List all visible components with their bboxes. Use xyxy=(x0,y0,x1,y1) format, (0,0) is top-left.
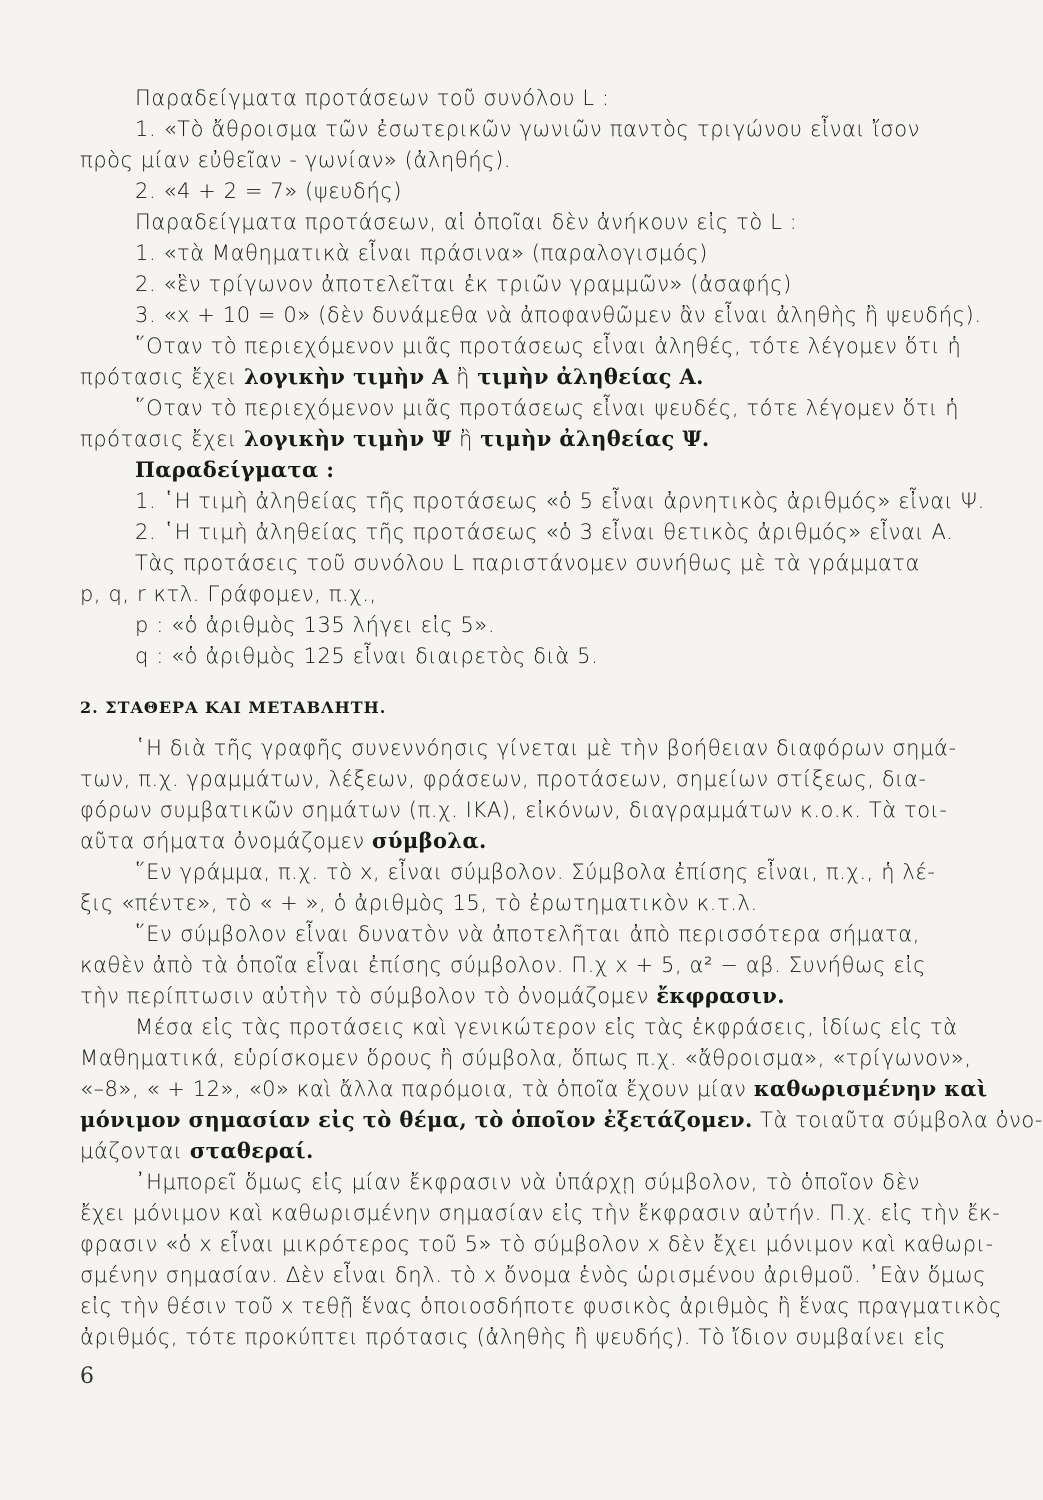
text-line xyxy=(80,425,920,453)
text-line: q : «ὁ ἀριθμὸς 125 εἶναι διαιρετὸς διὰ 5. xyxy=(135,644,599,668)
text-line: ῞Οταν τὸ περιεχόμενον μιᾶς προτάσεως εἶναι ψευδές, τότε λέγομεν ὅτι ἡ xyxy=(135,396,960,420)
text-line: Παραδείγματα προτάσεων, αἱ ὁποῖαι δὲν ἀνήκουν εἰς τὸ L : xyxy=(135,210,798,234)
text-line: ἀριθμός, τότε προκύπτει πρότασις (ἀληθὴς ἢ ψευδής). Τὸ ἴδιον συμβαίνει εἰς xyxy=(80,1325,947,1349)
text-line: Μαθηματικά, εὑρίσκομεν ὅρους ἢ σύμβολα, ὅπως π.χ. «ἄθροισμα», «τρίγωνον», xyxy=(80,1046,972,1070)
text-line: ῞Οταν τὸ περιεχόμενον μιᾶς προτάσεως εἶναι ἀληθές, τότε λέγομεν ὅτι ἡ xyxy=(135,334,962,358)
text-line: καθὲν ἀπὸ τὰ ὁποῖα εἶναι ἐπίσης σύμβολον. Π.χ x + 5, α² − αβ. Συνήθως εἰς xyxy=(80,953,926,977)
text-span: «–8», « + 12», «0» καὶ ἄλλα παρόμοια, τὰ ὁποῖα ἔχουν μίαν xyxy=(80,1077,754,1101)
text-line xyxy=(135,456,920,484)
text-span: πρότασις ἔχει xyxy=(80,365,245,389)
text-line: p : «ὁ ἀριθμὸς 135 λήγει εἰς 5». xyxy=(135,613,496,637)
text-span: μάζονται xyxy=(80,1139,190,1163)
text-line xyxy=(80,982,920,1010)
bold-term: σταθεραί. xyxy=(189,1138,314,1163)
text-line: 3. «x + 10 = 0» (δὲν δυνάμεθα νὰ ἀποφανθῶμεν ἂν εἶναι ἀληθὴς ἢ ψευδής). xyxy=(135,303,982,327)
text-line: ῾Η διὰ τῆς γραφῆς συνεννόησις γίνεται μὲ τὴν βοήθειαν διαφόρων σημά- xyxy=(135,736,957,760)
text-line: 2. ῾Η τιμὴ ἀληθείας τῆς προτάσεως «ὁ 3 εἶναι θετικὸς ἀριθμός» εἶναι Α. xyxy=(135,520,954,544)
text-span: αῦτα σήματα ὀνομάζομεν xyxy=(80,829,372,853)
text-line: 2. «4 + 2 = 7» (ψευδής) xyxy=(135,179,403,203)
page-number: 6 xyxy=(80,1364,94,1389)
text-line: φρασιν «ὁ x εἶναι μικρότερος τοῦ 5» τὸ σύμβολον x δὲν ἔχει μόνιμον καὶ καθωρι- xyxy=(80,1232,994,1256)
text-line xyxy=(80,1106,1043,1134)
text-span: Τὰ τοιαῦτα σύμβολα ὀνο- xyxy=(752,1108,1043,1132)
text-line: ῞Εν σύμβολον εἶναι δυνατὸν νὰ ἀποτελῆται ἀπὸ περισσότερα σήματα, xyxy=(135,922,920,946)
text-line xyxy=(80,827,920,855)
bold-term: σύμβολα. xyxy=(371,828,487,853)
bold-term: Παραδείγματα : xyxy=(135,457,335,482)
text-line: 1. «Τὸ ἄθροισμα τῶν ἐσωτερικῶν γωνιῶν παντὸς τριγώνου εἶναι ἴσον xyxy=(135,117,920,141)
text-line: ξις «πέντε», τὸ « + », ὁ ἀριθμὸς 15, τὸ ἐρωτηματικὸν κ.τ.λ. xyxy=(80,891,758,915)
text-line: φόρων συμβατικῶν σημάτων (π.χ. ΙΚΑ), εἰκόνων, διαγραμμάτων κ.ο.κ. Τὰ τοι- xyxy=(80,798,948,822)
text-line xyxy=(80,1137,920,1165)
text-line: των, π.χ. γραμμάτων, λέξεων, φράσεων, προτάσεων, σημείων στίξεως, δια- xyxy=(80,767,927,791)
text-line: πρὸς μίαν εὐθεῖαν - γωνίαν» (ἀληθής). xyxy=(80,148,512,172)
text-line: 2. «ἓν τρίγωνον ἀποτελεῖται ἐκ τριῶν γραμμῶν» (ἀσαφής) xyxy=(135,272,792,296)
text-line: ῞Εν γράμμα, π.χ. τὸ x, εἶναι σύμβολον. Σύμβολα ἐπίσης εἶναι, π.χ., ἡ λέ- xyxy=(135,860,936,884)
text-line: Τὰς προτάσεις τοῦ συνόλου L παριστάνομεν συνήθως μὲ τὰ γράμματα xyxy=(135,551,920,575)
bold-term: τιμὴν ἀληθείας Ψ. xyxy=(480,426,710,451)
text-span: πρότασις ἔχει xyxy=(80,427,245,451)
text-line: Μέσα εἰς τὰς προτάσεις καὶ γενικώτερον εἰς τὰς ἐκφράσεις, ἰδίως εἰς τὰ xyxy=(135,1015,958,1039)
bold-term: λογικὴν τιμὴν Α xyxy=(244,364,449,389)
bold-term: τιμὴν ἀληθείας Α. xyxy=(477,364,704,389)
text-line: ᾿Ημπορεῖ ὅμως εἰς μίαν ἔκφρασιν νὰ ὑπάρχῃ σύμβολον, τὸ ὁποῖον δὲν xyxy=(135,1170,920,1194)
text-line: ἔχει μόνιμον καὶ καθωρισμένην σημασίαν εἰς τὴν ἔκφρασιν αὐτήν. Π.χ. εἰς τὴν ἔκ- xyxy=(80,1201,1001,1225)
bold-term: μόνιμον σημασίαν εἰς τὸ θέμα, τὸ ὁποῖον ἐξετάζομεν. xyxy=(80,1107,753,1132)
text-line xyxy=(80,1075,988,1103)
bold-term: καθωρισμένην καὶ xyxy=(753,1076,988,1101)
text-line: σμένην σημασίαν. Δὲν εἶναι δηλ. τὸ x ὄνομα ἑνὸς ὡρισμένου ἀριθμοῦ. ᾿Εὰν ὅμως xyxy=(80,1263,987,1287)
text-line: 1. ῾Η τιμὴ ἀληθείας τῆς προτάσεως «ὁ 5 εἶναι ἀρνητικὸς ἀριθμός» εἶναι Ψ. xyxy=(135,489,986,513)
text-span: ἢ xyxy=(448,365,478,389)
section-heading: 2. ΣΤΑΘΕΡΑ ΚΑΙ ΜΕΤΑΒΛΗΤΗ. xyxy=(80,698,387,717)
text-span: ἢ xyxy=(451,427,481,451)
text-line xyxy=(80,363,920,391)
text-line: 1. «τὰ Μαθηματικὰ εἶναι πράσινα» (παραλογισμός) xyxy=(135,241,708,265)
text-span: τὴν περίπτωσιν αὐτὴν τὸ σύμβολον τὸ ὀνομάζομεν xyxy=(80,984,657,1008)
bold-term: ἔκφρασιν. xyxy=(656,983,785,1008)
text-line: εἰς τὴν θέσιν τοῦ x τεθῇ ἕνας ὁποιοσδήποτε φυσικὸς ἀριθμὸς ἢ ἕνας πραγματικὸς xyxy=(80,1294,1003,1318)
text-line: p, q, r κτλ. Γράφομεν, π.χ., xyxy=(80,582,377,606)
text-line: Παραδείγματα προτάσεων τοῦ συνόλου L : xyxy=(135,86,610,110)
bold-term: λογικὴν τιμὴν Ψ xyxy=(244,426,452,451)
